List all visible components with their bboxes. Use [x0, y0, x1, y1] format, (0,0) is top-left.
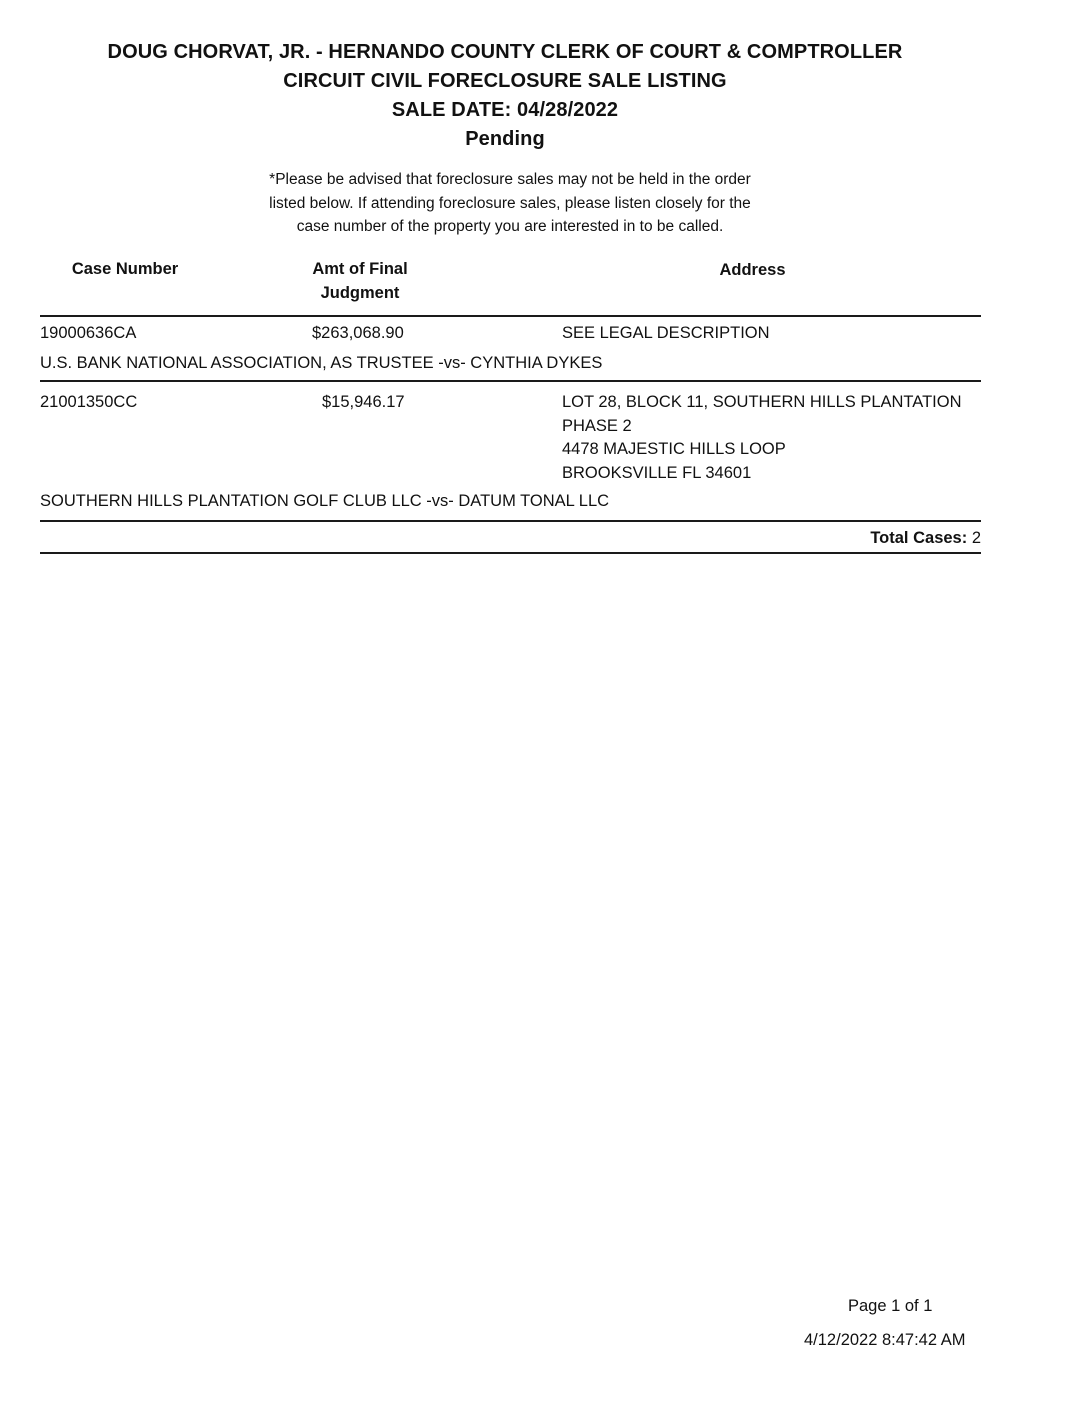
- case-number: 21001350CC: [40, 393, 138, 411]
- case-divider: [40, 380, 981, 382]
- address-line: 4478 MAJESTIC HILLS LOOP: [562, 440, 786, 458]
- address-line: SEE LEGAL DESCRIPTION: [562, 324, 770, 342]
- total-cases: [870, 527, 981, 551]
- column-header-amount-line: Judgment: [320, 284, 400, 302]
- total-cases-value: 2: [971, 529, 981, 547]
- notice-line: listed below. If attending foreclosure sales, please listen closely for the: [269, 194, 751, 212]
- print-timestamp: 4/12/2022 8:47:42 AM: [804, 1331, 966, 1349]
- clerk-title: DOUG CHORVAT, JR. - HERNANDO COUNTY CLERK OF COURT & COMPTROLLER: [107, 41, 903, 63]
- judgment-amount: $15,946.17: [322, 393, 405, 411]
- case-parties: SOUTHERN HILLS PLANTATION GOLF CLUB LLC -vs- DATUM TONAL LLC: [40, 492, 610, 510]
- notice-line: *Please be advised that foreclosure sales may not be held in the order: [269, 171, 751, 188]
- column-header-amount: [270, 257, 450, 305]
- sale-date: SALE DATE: 04/28/2022: [391, 99, 619, 121]
- column-header-case-number: Case Number: [71, 260, 179, 278]
- notice-line: case number of the property you are interested in to be called.: [296, 218, 724, 235]
- address-line: BROOKSVILLE FL 34601: [562, 463, 752, 482]
- page-number: Page 1 of 1: [848, 1297, 933, 1315]
- property-address: [562, 322, 982, 346]
- address-line: PHASE 2: [562, 416, 632, 435]
- document-header: [0, 38, 1010, 154]
- column-header-address: Address: [719, 261, 786, 279]
- case-parties: U.S. BANK NATIONAL ASSOCIATION, AS TRUSTEE -vs- CYNTHIA DYKES: [40, 354, 603, 372]
- column-header-amount-line: Amt of Final: [312, 260, 408, 278]
- address-line: LOT 28, BLOCK 11, SOUTHERN HILLS PLANTATION: [562, 393, 962, 411]
- status-label: Pending: [465, 128, 545, 150]
- property-address: [562, 391, 982, 485]
- total-cases-label: Total Cases:: [870, 529, 968, 547]
- judgment-amount: $263,068.90: [312, 324, 404, 342]
- advisory-notice: [200, 168, 820, 239]
- totals-divider-bottom: [40, 552, 981, 554]
- totals-divider-top: [40, 520, 981, 522]
- header-divider: [40, 315, 981, 317]
- case-number: 19000636CA: [40, 324, 137, 342]
- listing-title: CIRCUIT CIVIL FORECLOSURE SALE LISTING: [283, 70, 727, 92]
